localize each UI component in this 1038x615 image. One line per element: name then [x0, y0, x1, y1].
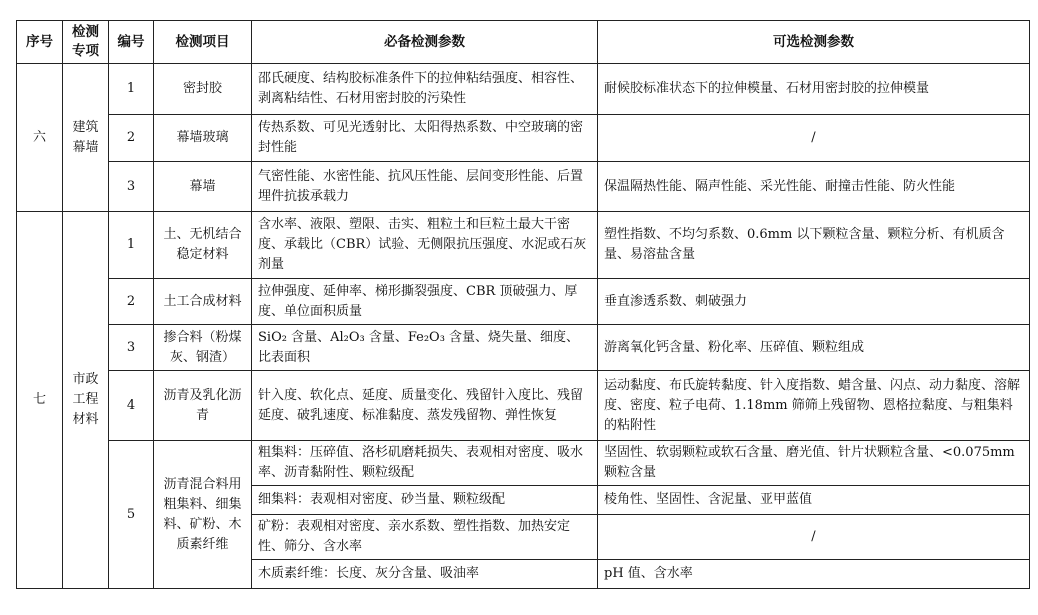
- seq-cell: 六: [17, 64, 63, 212]
- category-cell: 市政工程材料: [63, 212, 109, 589]
- standards-table: [16, 20, 1030, 589]
- item-cell: 掺合料（粉煤灰、钢渣）: [154, 325, 252, 371]
- num-cell: 3: [109, 162, 154, 212]
- header-num: 编号: [109, 21, 154, 64]
- required-cell: SiO₂ 含量、Al₂O₃ 含量、Fe₂O₃ 含量、烧失量、细度、比表面积: [252, 325, 598, 371]
- optional-cell: 保温隔热性能、隔声性能、采光性能、耐撞击性能、防火性能: [598, 162, 1030, 212]
- item-cell: 幕墙: [154, 162, 252, 212]
- header-category: 检测专项: [63, 21, 109, 64]
- required-cell: 矿粉：表观相对密度、亲水系数、塑性指数、加热安定性、筛分、含水率: [252, 515, 598, 560]
- required-cell: 细集料：表观相对密度、砂当量、颗粒级配: [252, 486, 598, 515]
- header-required: 必备检测参数: [252, 21, 598, 64]
- header-optional: 可选检测参数: [598, 21, 1030, 64]
- num-cell: 2: [109, 279, 154, 325]
- required-cell: 粗集料：压碎值、洛杉矶磨耗损失、表观相对密度、吸水率、沥青黏附性、颗粒级配: [252, 441, 598, 486]
- optional-cell: 塑性指数、不均匀系数、0.6mm 以下颗粒含量、颗粒分析、有机质含量、易溶盐含量: [598, 212, 1030, 279]
- item-cell: 密封胶: [154, 64, 252, 115]
- optional-cell: 垂直渗透系数、刺破强力: [598, 279, 1030, 325]
- table-row: [17, 212, 1030, 279]
- item-cell: 土、无机结合稳定材料: [154, 212, 252, 279]
- category-cell: 建筑幕墙: [63, 64, 109, 212]
- header-seq: 序号: [17, 21, 63, 64]
- required-cell: 含水率、液限、塑限、击实、粗粒土和巨粒土最大干密度、承载比（CBR）试验、无侧限抗压强度、水泥或石灰剂量: [252, 212, 598, 279]
- table-row: [17, 64, 1030, 115]
- optional-cell: 耐候胶标准状态下的拉伸模量、石材用密封胶的拉伸模量: [598, 64, 1030, 115]
- header-row: [17, 21, 1030, 64]
- seq-cell: 七: [17, 212, 63, 589]
- num-cell: 1: [109, 64, 154, 115]
- optional-cell: 游离氧化钙含量、粉化率、压碎值、颗粒组成: [598, 325, 1030, 371]
- required-cell: 传热系数、可见光透射比、太阳得热系数、中空玻璃的密封性能: [252, 115, 598, 162]
- num-cell: 1: [109, 212, 154, 279]
- optional-cell: /: [598, 515, 1030, 560]
- table-row: [17, 325, 1030, 371]
- num-cell: 5: [109, 441, 154, 589]
- num-cell: 3: [109, 325, 154, 371]
- table-row: [17, 115, 1030, 162]
- required-cell: 木质素纤维：长度、灰分含量、吸油率: [252, 560, 598, 589]
- item-cell: 沥青混合料用粗集料、细集料、矿粉、木质素纤维: [154, 441, 252, 589]
- header-item: 检测项目: [154, 21, 252, 64]
- optional-cell: pH 值、含水率: [598, 560, 1030, 589]
- optional-cell: /: [598, 115, 1030, 162]
- table-row: [17, 279, 1030, 325]
- item-cell: 幕墙玻璃: [154, 115, 252, 162]
- required-cell: 针入度、软化点、延度、质量变化、残留针入度比、残留延度、破乳速度、标准黏度、蒸发残留物、弹性恢复: [252, 371, 598, 441]
- table-row: [17, 162, 1030, 212]
- table-row: [17, 441, 1030, 486]
- optional-cell: 运动黏度、布氏旋转黏度、针入度指数、蜡含量、闪点、动力黏度、溶解度、密度、粒子电荷、1.18mm 筛筛上残留物、恩格拉黏度、与粗集料的粘附性: [598, 371, 1030, 441]
- table-row: [17, 371, 1030, 441]
- required-cell: 气密性能、水密性能、抗风压性能、层间变形性能、后置埋件抗拔承载力: [252, 162, 598, 212]
- item-cell: 沥青及乳化沥青: [154, 371, 252, 441]
- num-cell: 4: [109, 371, 154, 441]
- item-cell: 土工合成材料: [154, 279, 252, 325]
- required-cell: 邵氏硬度、结构胶标准条件下的拉伸粘结强度、相容性、剥离粘结性、石材用密封胶的污染性: [252, 64, 598, 115]
- num-cell: 2: [109, 115, 154, 162]
- required-cell: 拉伸强度、延伸率、梯形撕裂强度、CBR 顶破强力、厚度、单位面积质量: [252, 279, 598, 325]
- optional-cell: 棱角性、坚固性、含泥量、亚甲蓝值: [598, 486, 1030, 515]
- optional-cell: 坚固性、软弱颗粒或软石含量、磨光值、针片状颗粒含量、<0.075mm 颗粒含量: [598, 441, 1030, 486]
